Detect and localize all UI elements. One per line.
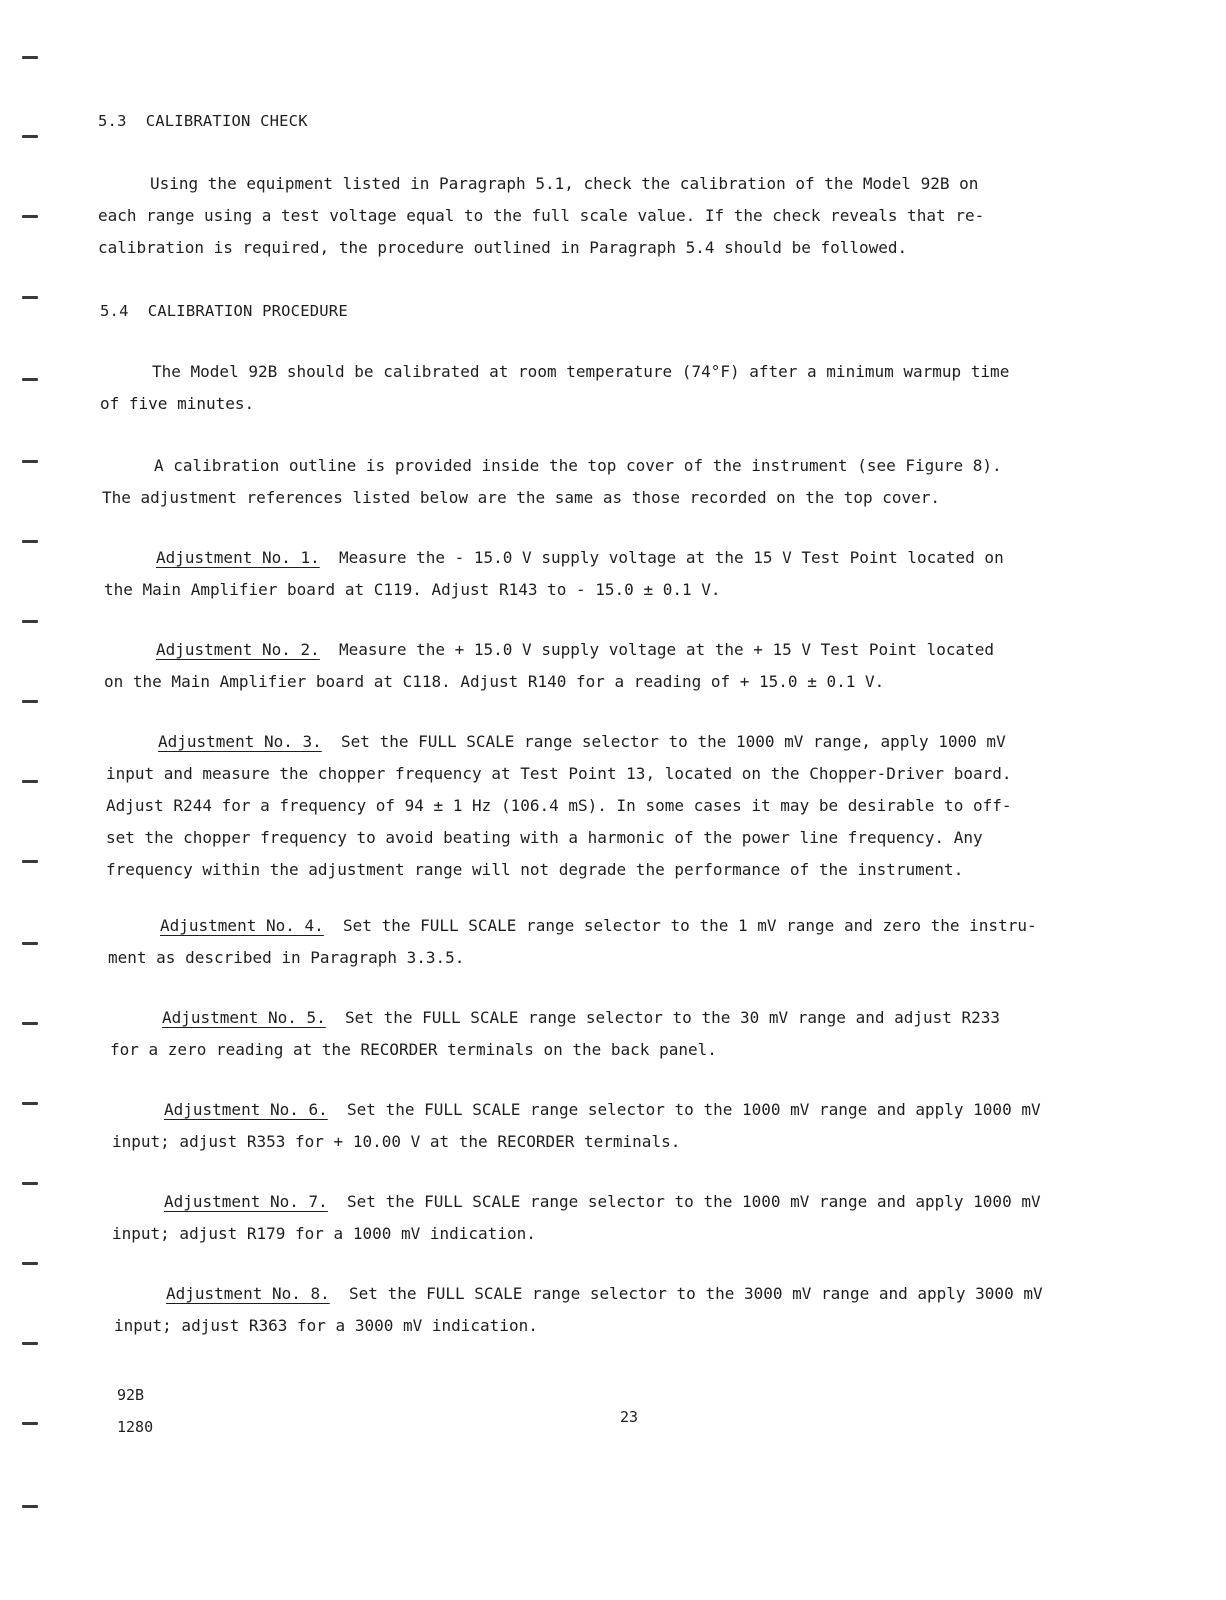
- binding-mark: [22, 620, 38, 623]
- binding-mark: [22, 215, 38, 218]
- adjustment-4-paragraph: [108, 910, 1118, 974]
- paragraph-line: A calibration outline is provided inside the top cover of the instrument (see Figure 8).: [154, 456, 1002, 475]
- paragraph-line: the Main Amplifier board at C119. Adjust R143 to - 15.0 ± 0.1 V.: [104, 580, 721, 599]
- paragraph-line: Adjust R244 for a frequency of 94 ± 1 Hz (106.4 mS). In some cases it may be desirable to off-: [106, 796, 1012, 815]
- paragraph-line: [108, 910, 1118, 942]
- binding-mark: [22, 135, 38, 138]
- adjustment-label: Adjustment No. 7.: [164, 1192, 328, 1211]
- binding-mark: [22, 1262, 38, 1265]
- adjustment-1-paragraph: [104, 542, 1114, 606]
- section-number: 5.3: [98, 112, 127, 130]
- paragraph-line: frequency within the adjustment range will not degrade the performance of the instrument.: [106, 860, 964, 879]
- paragraph-line: Using the equipment listed in Paragraph 5.1, check the calibration of the Model 92B on: [150, 174, 979, 193]
- binding-mark: [22, 1505, 38, 1508]
- adjustment-5-paragraph: [110, 1002, 1120, 1066]
- adjustment-text: Measure the + 15.0 V supply voltage at the + 15 V Test Point located: [319, 640, 995, 659]
- paragraph-line: input; adjust R353 for + 10.00 V at the RECORDER terminals.: [112, 1132, 681, 1151]
- adjustment-text: Set the FULL SCALE range selector to the 30 mV range and adjust R233: [325, 1008, 1001, 1027]
- adjustment-label: Adjustment No. 5.: [162, 1008, 326, 1027]
- binding-mark: [22, 56, 38, 59]
- calibration-check-paragraph: [98, 168, 1108, 264]
- paragraph-line: [110, 1002, 1120, 1034]
- paragraph-line: input; adjust R179 for a 1000 mV indication.: [112, 1224, 536, 1243]
- paragraph-line: [104, 634, 1114, 666]
- paragraph-line: ment as described in Paragraph 3.3.5.: [108, 948, 465, 967]
- footer-date-code: 1280: [117, 1418, 154, 1436]
- paragraph-line: each range using a test voltage equal to the full scale value. If the check reveals that re-: [98, 206, 985, 225]
- procedure-intro-paragraph: [100, 356, 1110, 420]
- adjustment-text: Set the FULL SCALE range selector to the 1 mV range and zero the instru-: [323, 916, 1037, 935]
- binding-mark: [22, 1022, 38, 1025]
- adjustment-8-paragraph: [114, 1278, 1124, 1342]
- paragraph-line: input; adjust R363 for a 3000 mV indication.: [114, 1316, 538, 1335]
- paragraph-line: [106, 726, 1116, 758]
- footer-model: 92B: [117, 1386, 145, 1404]
- adjustment-text: Measure the - 15.0 V supply voltage at the 15 V Test Point located on: [319, 548, 1004, 567]
- paragraph-line: [112, 1186, 1122, 1218]
- adjustment-text: Set the FULL SCALE range selector to the 1000 mV range and apply 1000 mV: [327, 1192, 1041, 1211]
- paragraph-line: of five minutes.: [100, 394, 255, 413]
- binding-mark: [22, 942, 38, 945]
- adjustment-label: Adjustment No. 6.: [164, 1100, 328, 1119]
- adjustment-text: Set the FULL SCALE range selector to the 3000 mV range and apply 3000 mV: [329, 1284, 1043, 1303]
- section-5-4-heading: [100, 302, 348, 320]
- binding-mark: [22, 1342, 38, 1345]
- paragraph-line: for a zero reading at the RECORDER terminals on the back panel.: [110, 1040, 717, 1059]
- section-title: CALIBRATION PROCEDURE: [147, 302, 348, 320]
- paragraph-line: [104, 542, 1114, 574]
- calibration-outline-paragraph: [102, 450, 1112, 514]
- paragraph-line: input and measure the chopper frequency at Test Point 13, located on the Chopper-Driver board.: [106, 764, 1012, 783]
- binding-mark: [22, 460, 38, 463]
- binding-mark: [22, 1102, 38, 1105]
- paragraph-line: set the chopper frequency to avoid beating with a harmonic of the power line frequency. Any: [106, 828, 983, 847]
- adjustment-label: Adjustment No. 3.: [158, 732, 322, 751]
- binding-mark: [22, 860, 38, 863]
- binding-mark: [22, 296, 38, 299]
- binding-mark: [22, 1182, 38, 1185]
- adjustment-7-paragraph: [112, 1186, 1122, 1250]
- adjustment-3-paragraph: [106, 726, 1116, 886]
- binding-mark: [22, 378, 38, 381]
- page-number: 23: [620, 1408, 639, 1426]
- paragraph-line: The Model 92B should be calibrated at room temperature (74°F) after a minimum warmup time: [152, 362, 1010, 381]
- binding-mark: [22, 540, 38, 543]
- paragraph-line: [114, 1278, 1124, 1310]
- paragraph-line: on the Main Amplifier board at C118. Adjust R140 for a reading of + 15.0 ± 0.1 V.: [104, 672, 885, 691]
- adjustment-6-paragraph: [112, 1094, 1122, 1158]
- adjustment-2-paragraph: [104, 634, 1114, 698]
- section-number: 5.4: [100, 302, 129, 320]
- binding-mark: [22, 780, 38, 783]
- adjustment-label: Adjustment No. 4.: [160, 916, 324, 935]
- adjustment-label: Adjustment No. 2.: [156, 640, 320, 659]
- paragraph-line: calibration is required, the procedure outlined in Paragraph 5.4 should be followed.: [98, 238, 908, 257]
- binding-mark: [22, 700, 38, 703]
- paragraph-line: [112, 1094, 1122, 1126]
- adjustment-text: Set the FULL SCALE range selector to the 1000 mV range and apply 1000 mV: [327, 1100, 1041, 1119]
- section-5-3-heading: [98, 112, 308, 130]
- adjustment-label: Adjustment No. 1.: [156, 548, 320, 567]
- paragraph-line: The adjustment references listed below are the same as those recorded on the top cover.: [102, 488, 941, 507]
- adjustment-text: Set the FULL SCALE range selector to the 1000 mV range, apply 1000 mV: [321, 732, 1006, 751]
- section-title: CALIBRATION CHECK: [145, 112, 308, 130]
- adjustment-label: Adjustment No. 8.: [166, 1284, 330, 1303]
- binding-mark: [22, 1422, 38, 1425]
